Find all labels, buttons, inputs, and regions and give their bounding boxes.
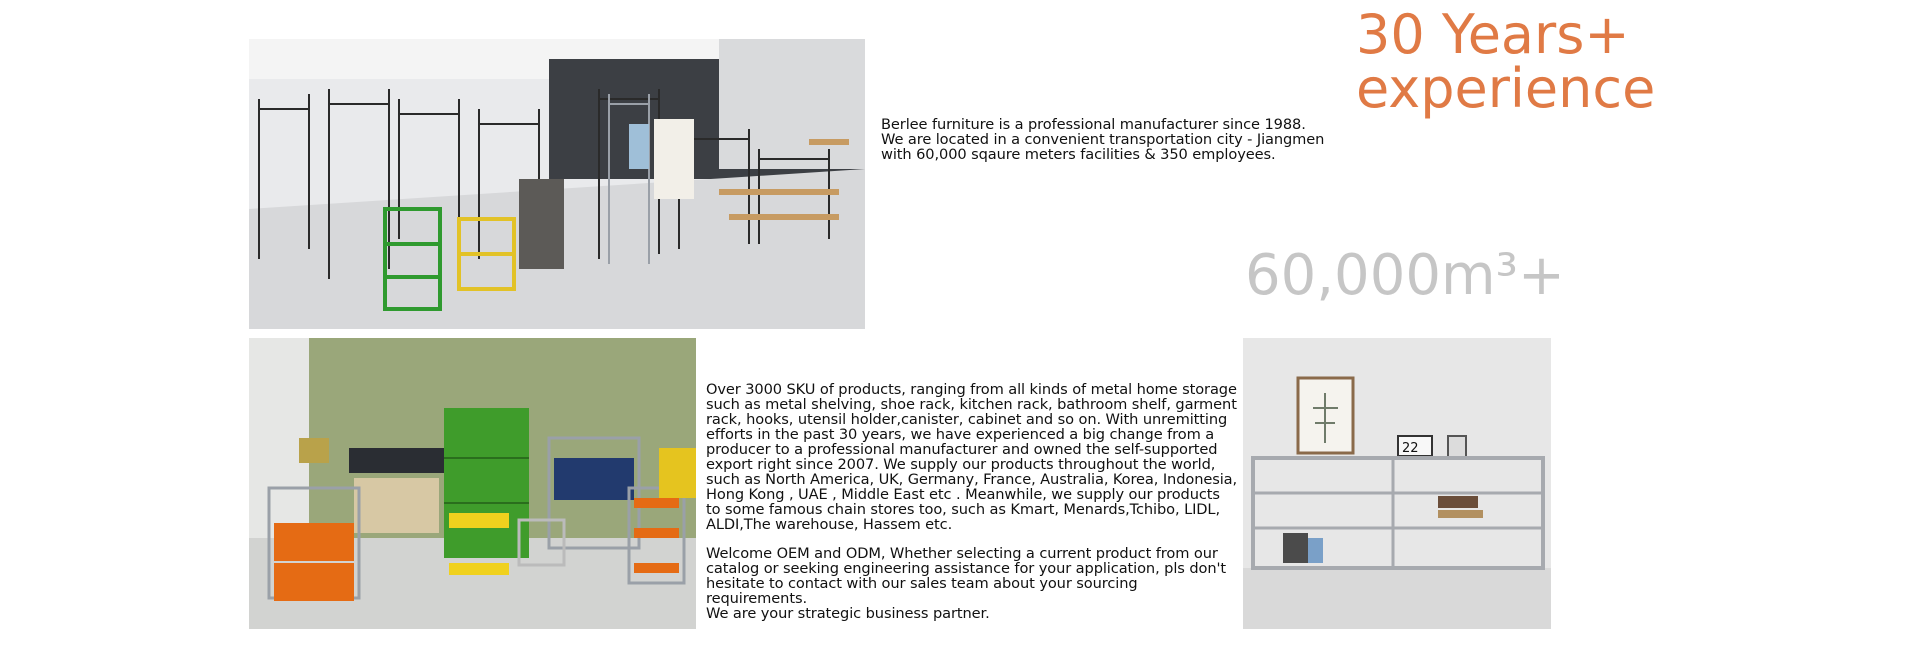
- clock-digits: 22: [1402, 441, 1419, 456]
- company-intro-text: Berlee furniture is a professional manufacturer since 1988. We are located in a convenient transportation city - Jiangmen with 60,000 sqaure meters facilities & 350 employees.: [881, 116, 1325, 163]
- cabinets-photo: [249, 338, 696, 629]
- oem-welcome-text: Welcome OEM and ODM, Whether selecting a current product from our catalog or seeking engineering assistance for your application, pls don't hesitate to contact with our sales team about your sourcing requirements. We are your strategic business partner.: [706, 545, 1226, 622]
- years-experience-stat: 30 Years+ experience: [1356, 3, 1656, 120]
- shelf-photo: [1243, 338, 1551, 629]
- showroom-photo: [249, 39, 865, 329]
- factory-area-stat: 60,000m³+: [1245, 243, 1565, 308]
- products-description-text: Over 3000 SKU of products, ranging from all kinds of metal home storage such as metal shelving, shoe rack, kitchen rack, bathroom shelf, garment rack, hooks, utensil holder,canister, cabinet and so on. With unremitting efforts in the past 30 years, we have experienced a big change from a producer to a professional manufacturer and owned the self-supported export right since 2007. We supply our products throughout the world, such as North America, UK, Germany, France, Australia, Korea, Indonesia, Hong Kong , UAE , Middle East etc . Meanwhile, we supply our products to some famous chain stores too, such as Kmart, Menards,Tchibo, LIDL, ALDI,The warehouse, Hassem etc.: [706, 381, 1238, 533]
